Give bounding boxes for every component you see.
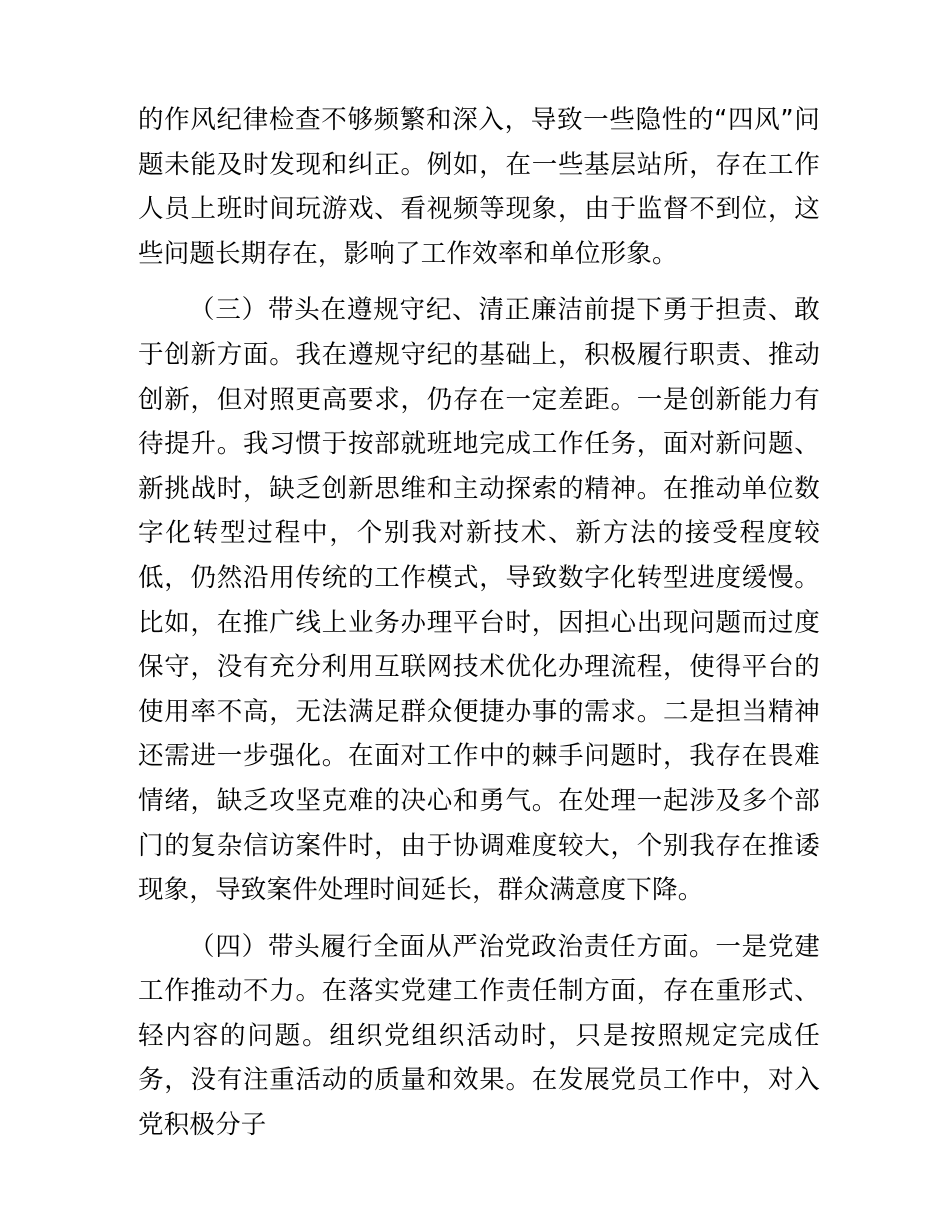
paragraph-continuation: 的作风纪律检查不够频繁和深入，导致一些隐性的“四风”问题未能及时发现和纠正。例如，在一些基层站所，存在工作人员上班时间玩游戏、看视频等现象，由于监督不到位，这些问题长期存在，影响了工作效率和单位形象。 bbox=[138, 105, 820, 269]
paragraph-section-four: （四）带头履行全面从严治党政治责任方面。一是党建工作推动不力。在落实党建工作责任制方面，存在重形式、轻内容的问题。组织党组织活动时，只是按照规定完成任务，没有注重活动的质量和效果。在发展党员工作中，对入党积极分子 bbox=[138, 931, 820, 1141]
document-body bbox=[138, 98, 820, 1148]
paragraph-section-three: （三）带头在遵规守纪、清正廉洁前提下勇于担责、敢于创新方面。我在遵规守纪的基础上，积极履行职责、推动创新，但对照更高要求，仍存在一定差距。一是创新能力有待提升。我习惯于按部就班地完成工作任务，面对新问题、新挑战时，缺乏创新思维和主动探索的精神。在推动单位数字化转型过程中，个别我对新技术、新方法的接受程度较低，仍然沿用传统的工作模式，导致数字化转型进度缓慢。比如，在推广线上业务办理平台时，因担心出现问题而过度保守，没有充分利用互联网技术优化办理流程，使得平台的使用率不高，无法满足群众便捷办事的需求。二是担当精神还需进一步强化。在面对工作中的棘手问题时，我存在畏难情绪，缺乏攻坚克难的决心和勇气。在处理一起涉及多个部门的复杂信访案件时，由于协调难度较大，个别我存在推诿现象，导致案件处理时间延长，群众满意度下降。 bbox=[138, 295, 820, 906]
